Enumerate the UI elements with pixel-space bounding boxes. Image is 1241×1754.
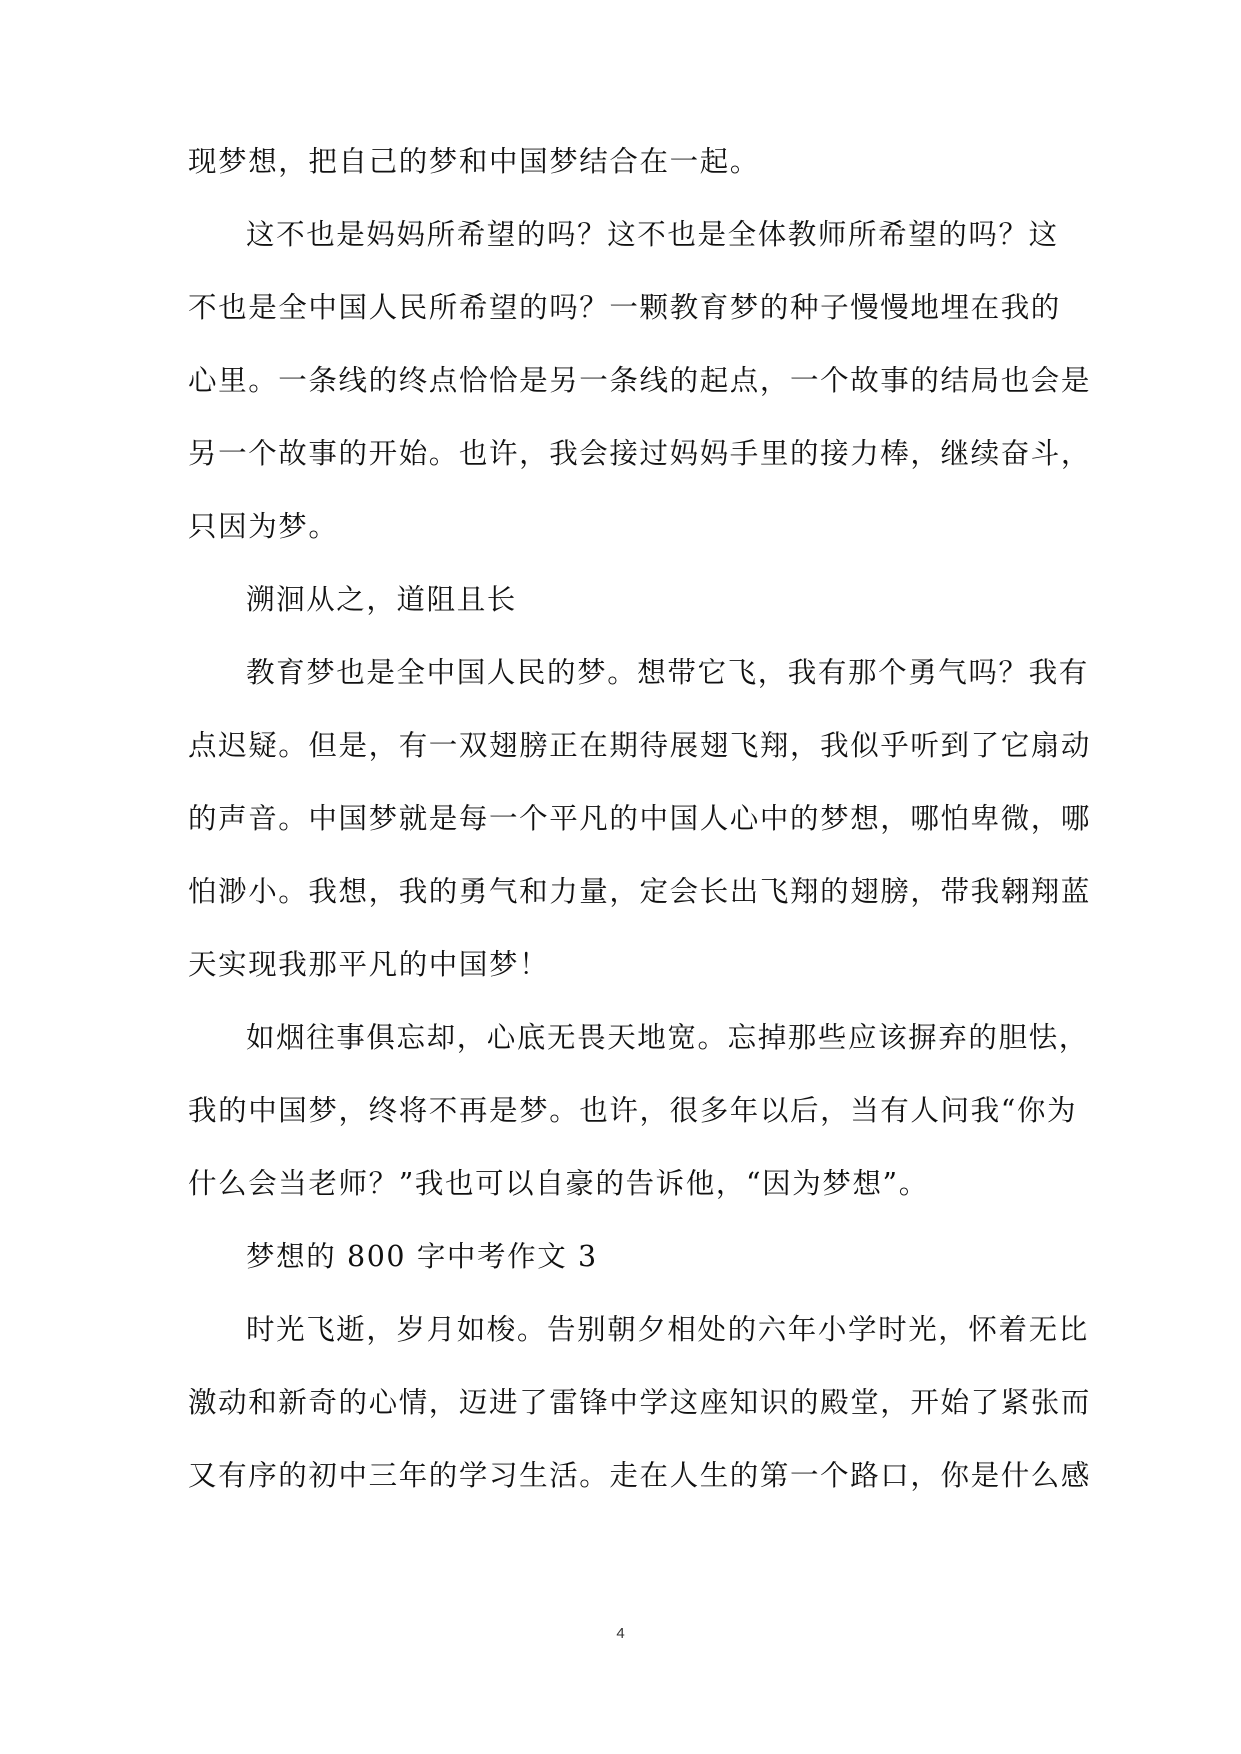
text-line: 天实现我那平凡的中国梦！ (188, 948, 550, 981)
text-line: 这不也是妈妈所希望的吗？这不也是全体教师所希望的吗？这 (246, 218, 1059, 251)
text-line: 不也是全中国人民所希望的吗？一颗教育梦的种子慢慢地埋在我的 (188, 291, 1061, 324)
text-line: 点迟疑。但是，有一双翅膀正在期待展翅飞翔，我似乎听到了它扇动 (188, 729, 1092, 762)
text-line: 时光飞逝，岁月如梭。告别朝夕相处的六年小学时光，怀着无比 (246, 1313, 1089, 1346)
text-line: 心里。一条线的终点恰恰是另一条线的起点，一个故事的结局也会是 (188, 364, 1092, 397)
text-line: 的声音。中国梦就是每一个平凡的中国人心中的梦想，哪怕卑微，哪 (188, 802, 1092, 835)
text-line: 教育梦也是全中国人民的梦。想带它飞，我有那个勇气吗？我有 (246, 656, 1089, 689)
page-number: 4 (616, 1625, 625, 1642)
text-line: 现梦想，把自己的梦和中国梦结合在一起。 (188, 145, 760, 178)
body-text (188, 140, 1092, 1527)
text-line: 什么会当老师？”我也可以自豪的告诉他，“因为梦想”。 (188, 1167, 929, 1200)
text-line: 如烟往事俱忘却，心底无畏天地宽。忘掉那些应该摒弃的胆怯， (246, 1021, 1089, 1054)
text-line: 又有序的初中三年的学习生活。走在人生的第一个路口，你是什么感 (188, 1459, 1092, 1492)
text-line: 只因为梦。 (188, 510, 339, 543)
text-line: 另一个故事的开始。也许，我会接过妈妈手里的接力棒，继续奋斗， (188, 437, 1092, 470)
section-heading: 梦想的 800 字中考作文 3 (246, 1240, 598, 1273)
text-line: 怕渺小。我想，我的勇气和力量，定会长出飞翔的翅膀，带我翱翔蓝 (188, 875, 1092, 908)
section-heading: 溯洄从之，道阻且长 (246, 583, 517, 616)
text-line: 我的中国梦，终将不再是梦。也许，很多年以后，当有人问我“你为 (188, 1094, 1078, 1127)
text-line: 激动和新奇的心情，迈进了雷锋中学这座知识的殿堂，开始了紧张而 (188, 1386, 1092, 1419)
